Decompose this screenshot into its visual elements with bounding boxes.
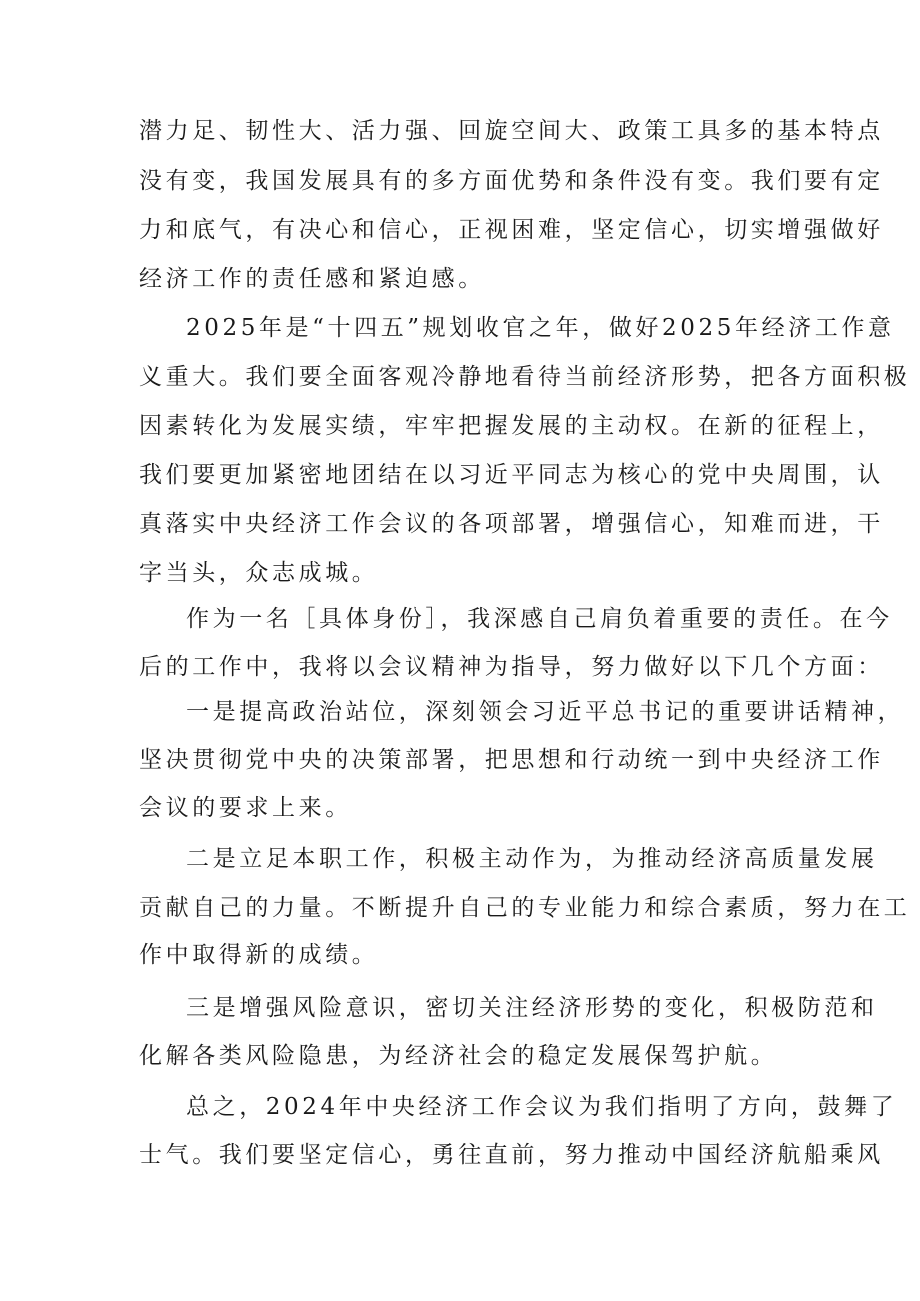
text-line: 作中取得新的成绩。	[139, 942, 379, 968]
text-line: 作为一名［具体身份］，我深感自己肩负着重要的责任。在今	[186, 606, 893, 632]
text-line: 潜力足、韧性大、活力强、回旋空间大、政策工具多的基本特点	[139, 118, 884, 144]
text-line: 真落实中央经济工作会议的各项部署，增强信心，知难而进，干	[139, 511, 884, 537]
text-line: 二是立足本职工作，积极主动作为，为推动经济高质量发展	[186, 846, 878, 872]
text-line: 士气。我们要坚定信心，勇往直前，努力推动中国经济航船乘风	[139, 1142, 884, 1168]
text-line: 因素转化为发展实绩，牢牢把握发展的主动权。在新的征程上，	[139, 413, 884, 439]
text-line: 我们要更加紧密地团结在以习近平同志为核心的党中央周围，认	[139, 462, 884, 488]
text-line: 三是增强风险意识，密切关注经济形势的变化，积极防范和	[186, 995, 878, 1021]
text-line: 后的工作中，我将以会议精神为指导，努力做好以下几个方面：	[139, 654, 884, 680]
text-line: 经济工作的责任感和紧迫感。	[139, 266, 485, 292]
text-line: 总之，2024年中央经济工作会议为我们指明了方向，鼓舞了	[186, 1094, 898, 1120]
text-line: 坚决贯彻党中央的决策部署，把思想和行动统一到中央经济工作	[139, 747, 884, 773]
text-line: 化解各类风险隐患，为经济社会的稳定发展保驾护航。	[139, 1043, 778, 1069]
text-line: 力和底气，有决心和信心，正视困难，坚定信心，切实增强做好	[139, 217, 884, 243]
text-line: 2025年是“十四五”规划收官之年，做好2025年经济工作意	[186, 315, 895, 341]
text-line: 义重大。我们要全面客观冷静地看待当前经济形势，把各方面积极	[139, 364, 911, 390]
text-line: 贡献自己的力量。不断提升自己的专业能力和综合素质，努力在工	[139, 895, 911, 921]
text-line: 字当头，众志成城。	[139, 560, 379, 586]
text-line: 没有变，我国发展具有的多方面优势和条件没有变。我们要有定	[139, 168, 884, 194]
text-line: 会议的要求上来。	[139, 795, 352, 821]
text-line: 一是提高政治站位，深刻领会习近平总书记的重要讲话精神，	[186, 699, 905, 725]
